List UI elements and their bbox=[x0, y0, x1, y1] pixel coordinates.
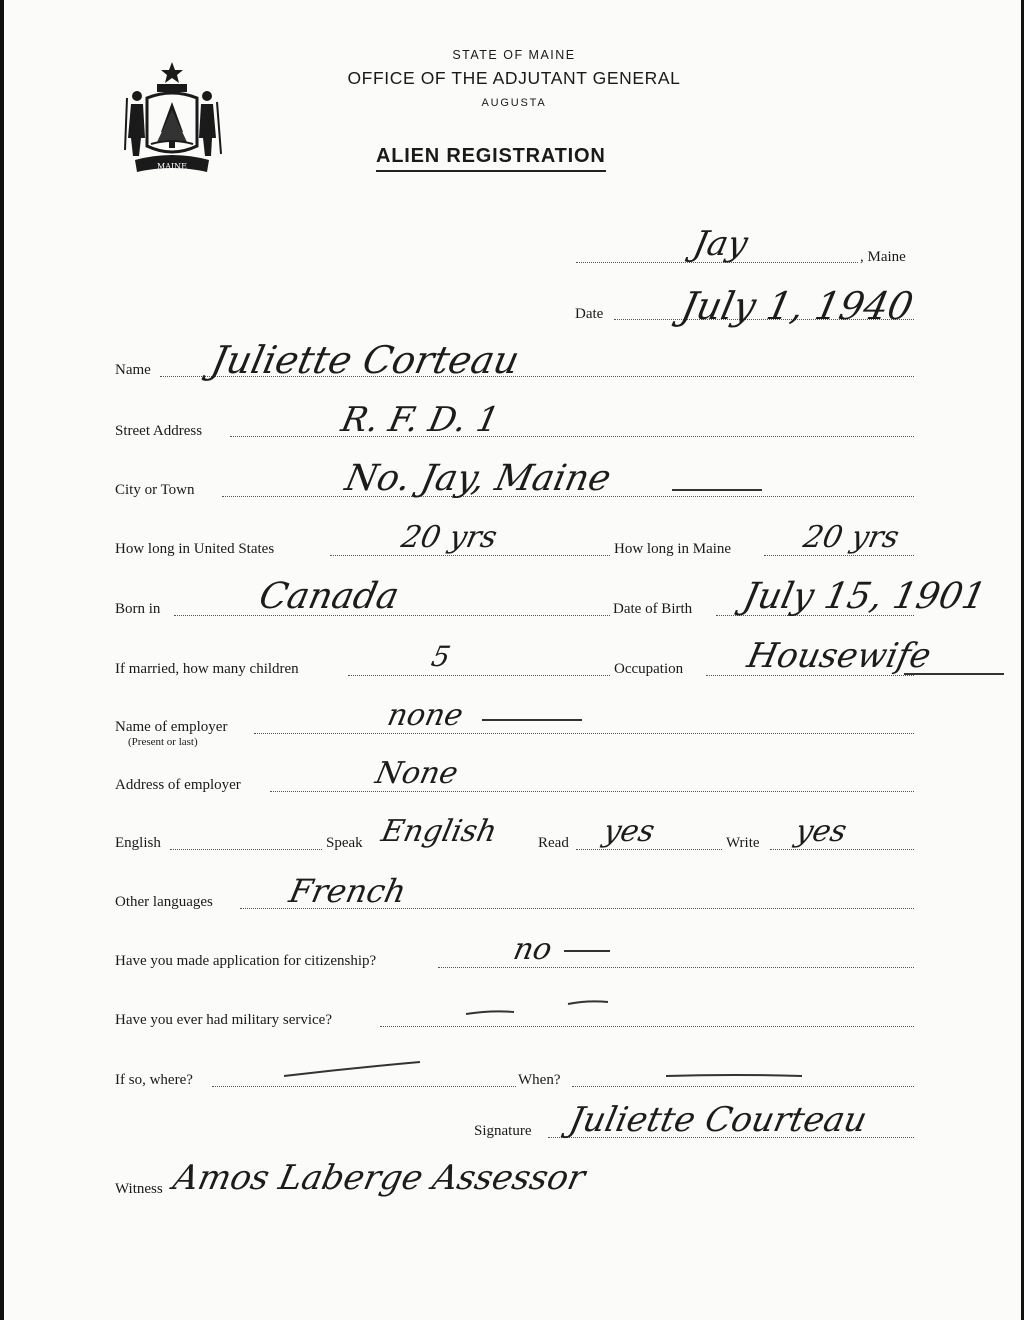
how-long-us-value: 20 yrs bbox=[398, 520, 501, 555]
write-label: Write bbox=[726, 835, 760, 851]
military-label: Have you ever had military service? bbox=[115, 1012, 332, 1028]
header-office: OFFICE OF THE ADJUTANT GENERAL bbox=[347, 68, 681, 88]
when-label: When? bbox=[518, 1072, 561, 1088]
town-value: Jay bbox=[689, 224, 752, 264]
form-title: ALIEN REGISTRATION bbox=[376, 145, 606, 172]
witness-label: Witness bbox=[115, 1181, 163, 1197]
how-long-maine-label: How long in Maine bbox=[614, 541, 732, 557]
children-label: If married, how many children bbox=[115, 661, 299, 677]
citizenship-value: no bbox=[510, 932, 556, 967]
where-dash-mark bbox=[282, 1058, 422, 1082]
other-languages-value: French bbox=[285, 872, 410, 910]
read-value: yes bbox=[600, 814, 658, 849]
date-label: Date bbox=[575, 306, 604, 322]
signature-value: Juliette Courteau bbox=[565, 1100, 871, 1140]
seal-label: MAINE bbox=[157, 162, 187, 171]
name-label: Name bbox=[115, 362, 151, 378]
name-value: Juliette Corteau bbox=[207, 338, 524, 382]
dob-value: July 15, 1901 bbox=[739, 576, 990, 617]
employer-address-value: None bbox=[372, 756, 462, 791]
how-long-maine-value: 20 yrs bbox=[800, 520, 903, 555]
date-value: July 1, 1940 bbox=[677, 284, 918, 328]
military-dash-mark bbox=[462, 996, 612, 1020]
witness-value: Amos Laberge Assessor bbox=[169, 1158, 589, 1198]
english-label: English bbox=[115, 835, 161, 851]
city-label: City or Town bbox=[115, 482, 195, 498]
where-label: If so, where? bbox=[115, 1072, 193, 1088]
header-city: AUGUSTA bbox=[481, 97, 547, 109]
citizenship-label: Have you made application for citizenship? bbox=[115, 953, 377, 969]
city-value: No. Jay, Maine bbox=[341, 458, 615, 499]
read-label: Read bbox=[538, 835, 569, 851]
other-languages-label: Other languages bbox=[115, 894, 213, 910]
employer-name-value: none bbox=[384, 698, 467, 733]
born-in-label: Born in bbox=[115, 601, 161, 617]
dob-label: Date of Birth bbox=[613, 601, 693, 617]
born-in-value: Canada bbox=[255, 576, 403, 617]
occupation-label: Occupation bbox=[614, 661, 684, 677]
signature-label: Signature bbox=[474, 1123, 532, 1139]
when-dash-mark bbox=[664, 1064, 804, 1084]
speak-value: English bbox=[378, 814, 501, 849]
employer-note: (Present or last) bbox=[128, 736, 198, 748]
employer-name-label: Name of employer bbox=[115, 719, 228, 735]
maine-label: , Maine bbox=[860, 249, 906, 265]
street-label: Street Address bbox=[115, 423, 203, 439]
street-value: R. F. D. 1 bbox=[337, 400, 503, 440]
header-state: STATE OF MAINE bbox=[452, 48, 576, 62]
occupation-value: Housewife bbox=[743, 636, 935, 676]
write-value: yes bbox=[792, 814, 850, 849]
employer-address-label: Address of employer bbox=[115, 777, 241, 793]
children-value: 5 bbox=[428, 640, 454, 673]
speak-label: Speak bbox=[326, 835, 363, 851]
how-long-us-label: How long in United States bbox=[115, 541, 275, 557]
state-seal-icon bbox=[117, 58, 227, 178]
